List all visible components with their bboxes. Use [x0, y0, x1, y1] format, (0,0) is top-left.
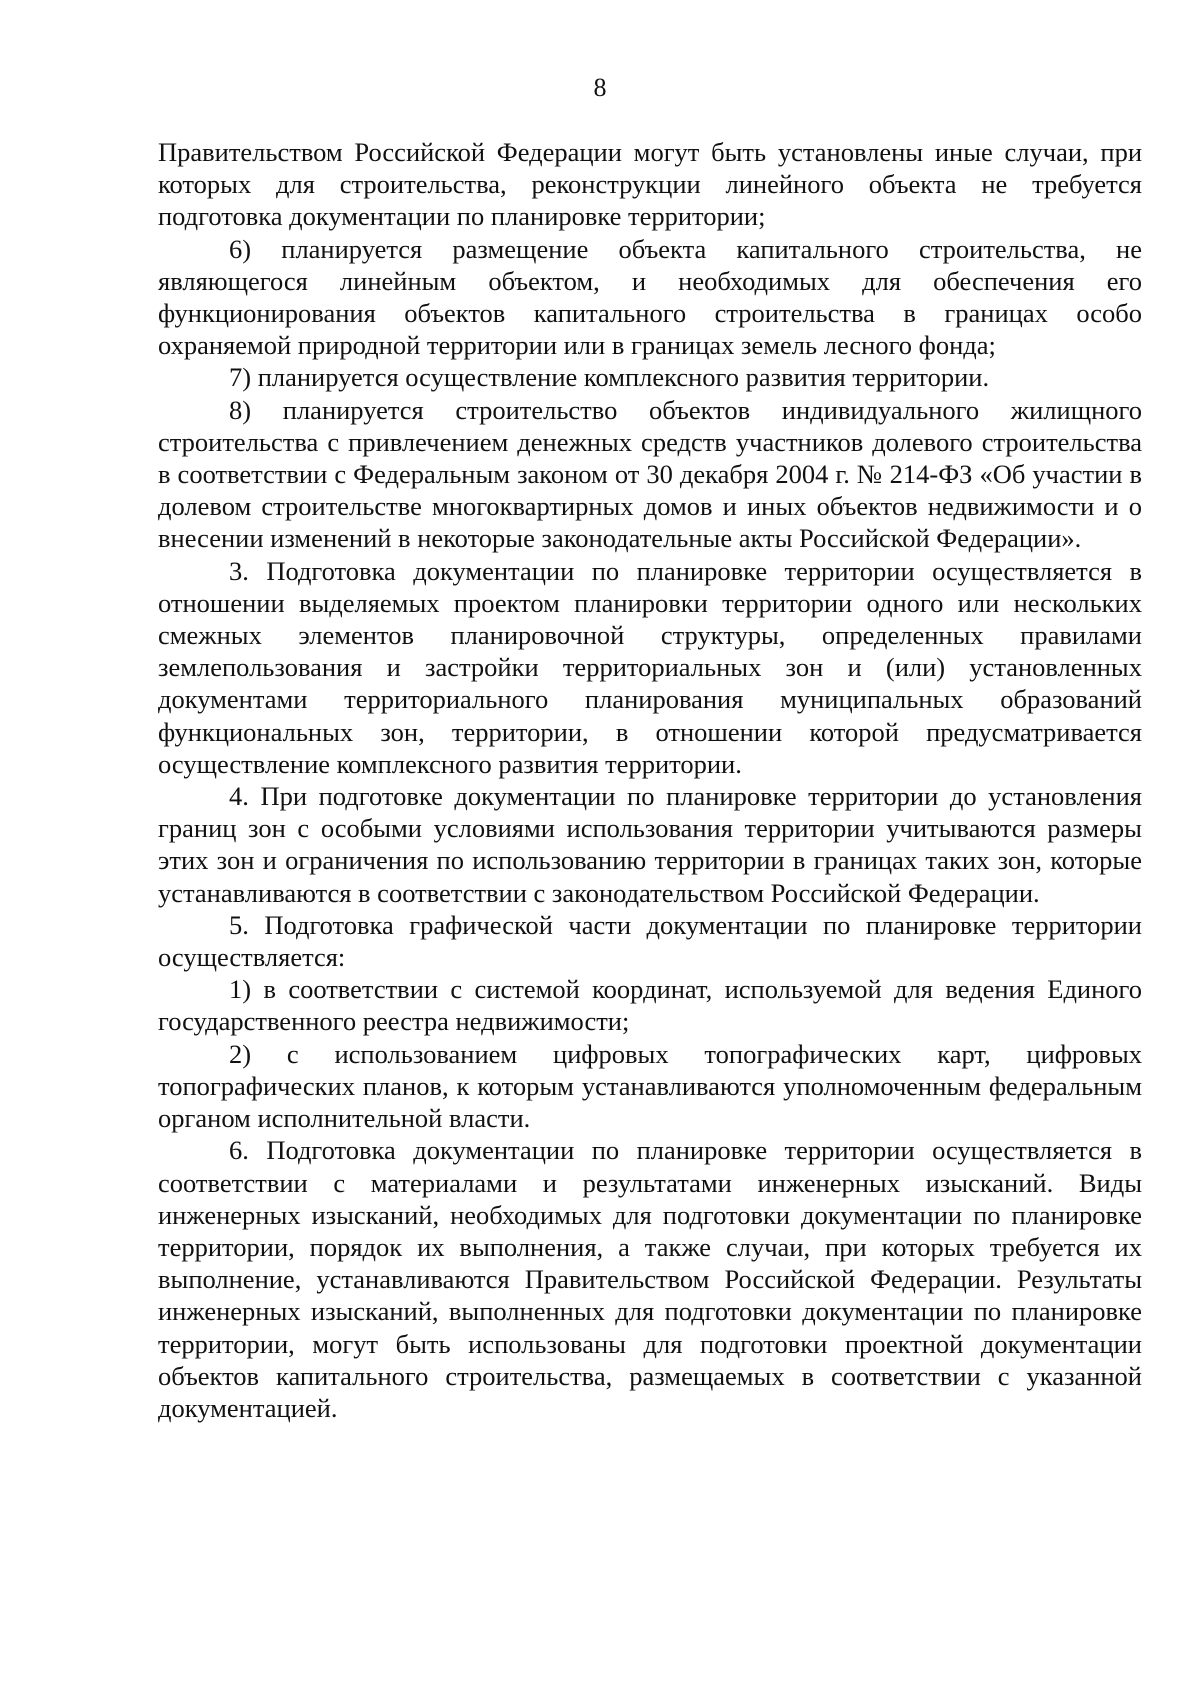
paragraph-section-5-item-2: 2) с использованием цифровых топографических карт, цифровых топографических планов, к которым устанавливаются уполномоченным федеральным органом исполнительной власти. — [158, 1038, 1142, 1134]
paragraph-section-4: 4. При подготовке документации по планировке территории до установления границ зон с особыми условиями использования территории учитываются размеры этих зон и ограничения по использованию территории в границах таких зон, которые устанавливаются в соответствии с законодательством Российской Федерации. — [158, 781, 1142, 908]
paragraph-section-5-item-1: 1) в соответствии с системой координат, используемой для ведения Единого государственного реестра недвижимости; — [158, 974, 1142, 1037]
paragraph-section-5: 5. Подготовка графической части документации по планировке территории осуществляется: — [158, 909, 1142, 973]
paragraph-item-6: 6) планируется размещение объекта капитального строительства, не являющегося линейным объектом, и необходимых для обеспечения его функционирования объектов капитального строительства в границах особо охраняемой природной территории или в границах земель лесного фонда; — [158, 233, 1142, 361]
paragraph-continuation: Правительством Российской Федерации могут быть установлены иные случаи, при которых для строительства, реконструкции линейного объекта не требуется подготовка документации по планировке территории; — [158, 137, 1142, 232]
paragraph-item-8: 8) планируется строительство объектов индивидуального жилищного строительства с привлечением денежных средств участников долевого строительства в соответствии с Федеральным законом от 30 декабря 2004 г. № 214-ФЗ «Об участии в долевом строительстве многоквартирных домов и иных объектов недвижимости и о внесении изменений в некоторые законодательные акты Российской Федерации». — [158, 394, 1142, 554]
paragraph-item-7: 7) планируется осуществление комплексного развития территории. — [229, 362, 990, 393]
paragraph-section-6: 6. Подготовка документации по планировке территории осуществляется в соответствии с материалами и результатами инженерных изысканий. Виды инженерных изысканий, необходимых для подготовки документации по планировке территории, порядок их выполнения, а также случаи, при которых требуется их выполнение, устанавливаются Правительством Российской Федерации. Результаты инженерных изысканий, выполненных для подготовки документации по планировке территории, могут быть использованы для подготовки проектной документации объектов капитального строительства, размещаемых в соответствии с указанной документацией. — [158, 1135, 1142, 1423]
document-body — [158, 136, 1142, 1424]
page-number: 8 — [593, 73, 607, 102]
paragraph-section-3: 3. Подготовка документации по планировке территории осуществляется в отношении выделяемых проектом планировки территории одного или нескольких смежных элементов планировочной структуры, определенных правилами землепользования и застройки территориальных зон и (или) установленных документами территориального планирования муниципальных образований функциональных зон, территории, в отношении которой предусматривается осуществление комплексного развития территории. — [158, 555, 1142, 779]
